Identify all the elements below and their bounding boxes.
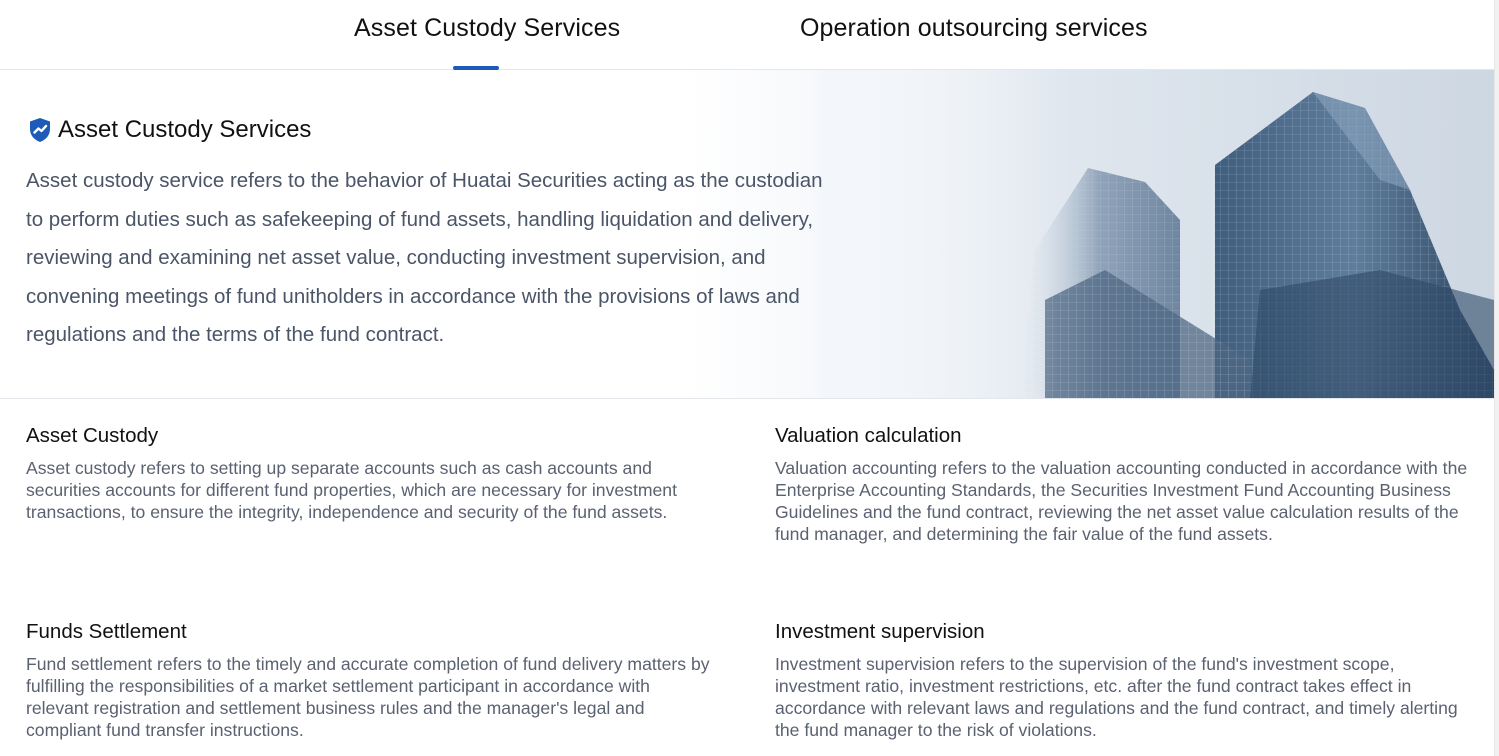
hero-description: Asset custody service refers to the behavior of Huatai Securities acting as the custodian to perform duties such as safekeeping of fund assets, handling liquidation and delivery, reviewing and examining net asset value, conducting investment supervision, and convening meetings of fund unitholders in accordance with the provisions of laws and regulations and the terms of the fund contract. bbox=[26, 169, 823, 346]
service-tabs bbox=[0, 0, 1494, 70]
tab-operation-outsourcing-services[interactable]: Operation outsourcing services bbox=[800, 14, 1148, 42]
page-scrollbar[interactable] bbox=[1494, 0, 1499, 756]
hero-heading bbox=[28, 116, 311, 144]
service-card-investment-supervision bbox=[775, 620, 1470, 741]
service-card-asset-custody bbox=[26, 424, 716, 523]
service-description: Fund settlement refers to the timely and accurate completion of fund delivery matters by fulfilling the responsibilities of a market settlement participant in accordance with relevant registration and settlement business rules and the manager's legal and compliant fund transfer instructions. bbox=[26, 654, 710, 740]
shield-chart-icon bbox=[28, 117, 52, 143]
service-title: Valuation calculation bbox=[775, 424, 962, 447]
hero-banner bbox=[0, 70, 1494, 399]
hero-title: Asset Custody Services bbox=[58, 116, 312, 143]
service-card-valuation-calculation bbox=[775, 424, 1470, 545]
skyscraper-image bbox=[820, 70, 1494, 399]
service-title: Funds Settlement bbox=[26, 620, 187, 643]
service-description: Valuation accounting refers to the valuation accounting conducted in accordance with the Enterprise Accounting Standards, the Securities Investment Fund Accounting Business Guidelines and the fund contract, reviewing the net asset value calculation results of the fund manager, and determining the fair value of the fund assets. bbox=[775, 458, 1468, 544]
service-description: Asset custody refers to setting up separate accounts such as cash accounts and securities accounts for different fund properties, which are necessary for investment transactions, to ensure the integrity, independence and security of the fund assets. bbox=[26, 458, 677, 522]
tab-asset-custody-services[interactable]: Asset Custody Services bbox=[354, 14, 621, 42]
service-card-funds-settlement bbox=[26, 620, 716, 741]
service-title: Asset Custody bbox=[26, 424, 159, 447]
service-title: Investment supervision bbox=[775, 620, 985, 643]
service-description: Investment supervision refers to the supervision of the fund's investment scope, investment ratio, investment restrictions, etc. after the fund contract takes effect in accordance with relevant laws and regulations and the fund contract, and timely alerting the fund manager to the risk of violations. bbox=[775, 654, 1458, 740]
